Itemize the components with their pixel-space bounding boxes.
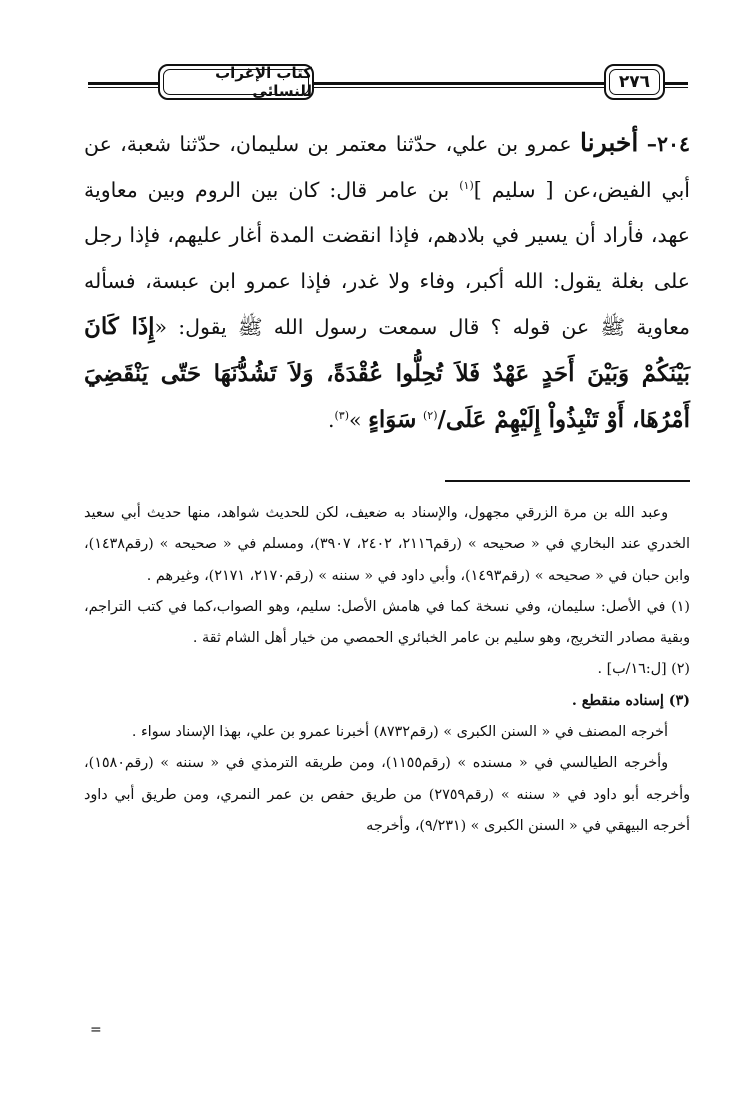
footnote-divider [445, 480, 690, 482]
isnad-text: عمرو بن علي، حدّثنا معتمر بن سليمان، حدّثنا شعبة، عن أبي الفيض،عن [ سليم ] [84, 132, 690, 202]
header-rule-middle [314, 82, 604, 88]
prophetic-quote: إِذَا كَانَ بَيْنَكُمْ وَبَيْنَ أَحَدٍ عَهْدٌ فَلاَ تُحِلُّوا عُقْدَةً، وَلاَ تَشُدُّنَهَا حَتّى يَنْقَضِيَ أَمْرُهَا، أَوْ تَنْبِذُواْ إِلَيْهِمْ عَلَى/ [84, 313, 690, 433]
akhbarana-word: أخبرنا [580, 128, 639, 157]
footnote-ref-2: (٢) [422, 409, 438, 423]
footnote-3 [84, 686, 690, 717]
footnote-3-paragraph-2: وأخرجه الطيالسي في « مسنده » (رقم١١٥٥)، ومن طريقه الترمذي في « سننه » (رقم١٥٨٠)، وأخرجه أبو داود في « سننه » (رقم٢٧٥٩) من طريق حفص بن عمر النمري، ومن طريق أبي داود أخرجه البيهقي في « السنن الكبرى » (٩/٢٣١)، وأخرجه [84, 755, 690, 834]
footnotes [84, 498, 690, 842]
header-rule-left [88, 82, 158, 88]
page-header [88, 58, 688, 108]
book-title-frame [158, 64, 314, 100]
footnote-ref-1: (١) [459, 178, 474, 192]
page-number: ٢٧٦ [618, 72, 651, 92]
quote-close: » [349, 408, 362, 432]
narration-text: بن عامر قال: كان بين الروم وبين معاوية عهد، فأراد أن يسير في بلادهم، فإذا انقضت المدة أغار عليهم، فإذا رجل على بغلة يقول: الله أكبر، وفاء ولا غدر، فإذا عمرو ابن عبسة، فسأله معاوية ﷺ عن قوله ؟ قال سمعت رسول الله ﷺ يقول: « [84, 177, 690, 339]
footnote-ref-3: (٣) [334, 409, 350, 423]
header-rule-right [665, 82, 688, 88]
footnote-2: (٢) [ل:١٦/ب] . [597, 661, 690, 678]
continuation-mark: = [90, 1022, 102, 1038]
footnote-3-label: (٣) [668, 692, 690, 709]
hadith-paragraph [84, 120, 690, 444]
footnote-3-paragraph-1: أخرجه المصنف في « السنن الكبرى » (رقم٨٧٣٢) أخبرنا عمرو بن علي، بهذا الإسناد سواء . [131, 724, 668, 741]
book-title: كتاب الإغراب للنسائي [215, 64, 312, 100]
main-end-period: . [327, 408, 335, 432]
hadith-number: ٢٠٤– [646, 132, 690, 156]
page-number-frame [604, 64, 665, 100]
main-text [84, 120, 690, 444]
footnote-carryover: وعبد الله بن مرة الزرقي مجهول، والإسناد به ضعيف، لكن للحديث شواهد، منها حديث أبي سعيد الخدري عند البخاري في « صحيحه » (رقم٢١١٦، ٢٤٠٢، ٣٩٠٧)، ومسلم في « صحيحه » (رقم١٤٣٨)، وابن حبان في « صحيحه » (رقم١٤٩٣)، وأبي داود في « سننه » (رقم٢١٧٠، ٢١٧١)، وغيرهم . [84, 505, 690, 584]
footnote-1: (١) في الأصل: سليمان، وفي نسخة كما في هامش الأصل: سليم، وهو الصواب،كما في كتب التراجم، وبقية مصادر التخريج، وهو سليم بن عامر الخبائري الحمصي من خيار أهل الشام ثقة . [84, 598, 690, 647]
footnote-3-title: إسناده منقطع . [571, 692, 664, 709]
quote-end: سَوَاءٍ [368, 406, 417, 433]
